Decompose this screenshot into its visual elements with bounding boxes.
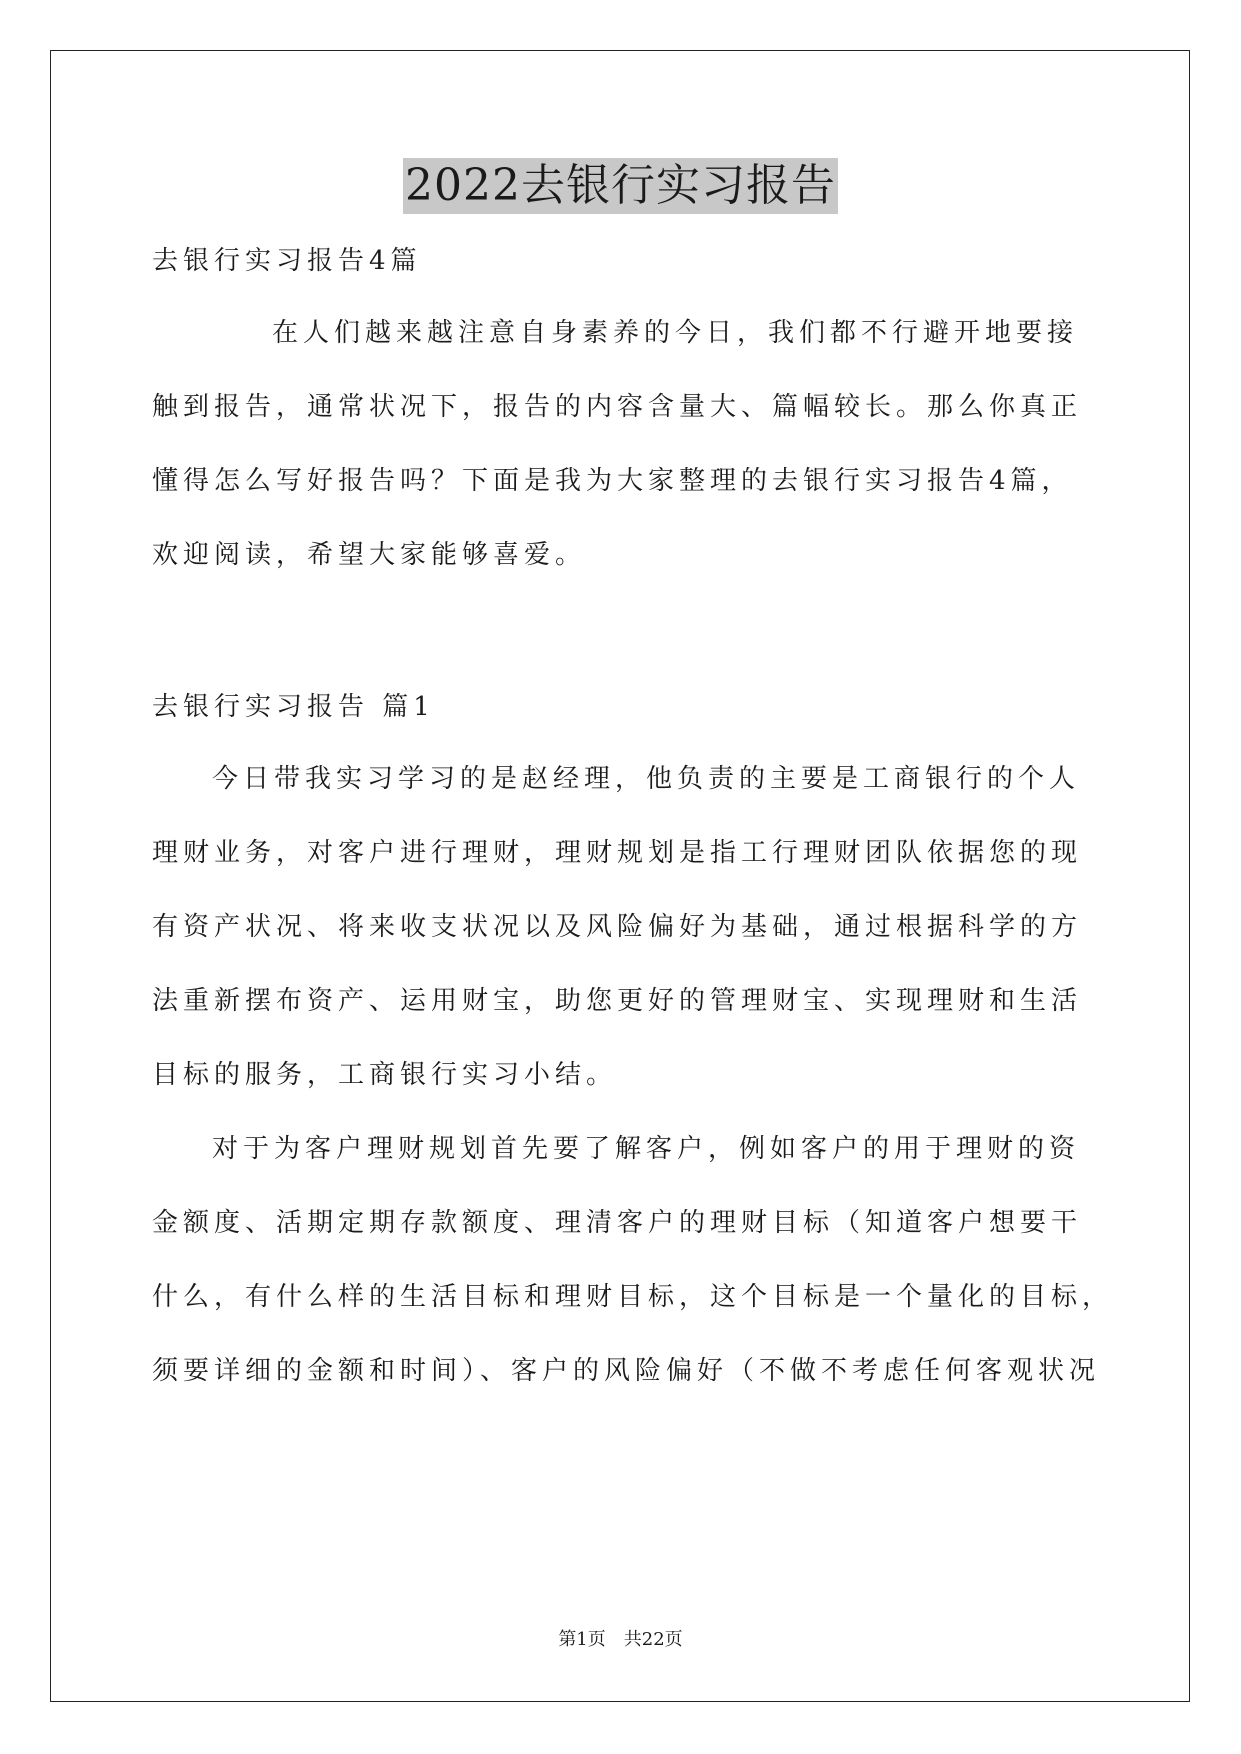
paragraph-line: 须要详细的金额和时间）、客户的风险偏好（不做不考虑任何客观状况 [152, 1356, 1101, 1386]
paragraph-line: 什么，有什么样的生活目标和理财目标，这个目标是一个量化的目标， [152, 1282, 1114, 1312]
intro-line: 懂得怎么写好报告吗？下面是我为大家整理的去银行实习报告4篇， [152, 466, 1073, 496]
intro-line: 在人们越来越注意自身素养的今日，我们都不行避开地要接 [272, 318, 1079, 348]
section-heading: 去银行实习报告 篇1 [152, 692, 435, 722]
paragraph-line: 有资产状况、将来收支状况以及风险偏好为基础，通过根据科学的方 [152, 912, 1083, 942]
paragraph-line: 目标的服务，工商银行实习小结。 [152, 1060, 618, 1090]
page-footer: 第1页 共22页 [558, 1629, 683, 1650]
paragraph-line: 对于为客户理财规划首先要了解客户，例如客户的用于理财的资 [212, 1134, 1081, 1164]
title-container [0, 158, 1241, 214]
paragraph-line: 理财业务，对客户进行理财，理财规划是指工行理财团队依据您的现 [152, 838, 1083, 868]
intro-line: 触到报告，通常状况下，报告的内容含量大、篇幅较长。那么你真正 [152, 392, 1083, 422]
paragraph-line: 法重新摆布资产、运用财宝，助您更好的管理财宝、实现理财和生活 [152, 986, 1083, 1016]
paragraph-line: 今日带我实习学习的是赵经理，他负责的主要是工商银行的个人 [212, 764, 1081, 794]
page-border [50, 50, 1190, 1702]
document-subtitle: 去银行实习报告4篇 [152, 246, 422, 276]
document-title: 2022去银行实习报告 [403, 158, 838, 214]
paragraph-line: 金额度、活期定期存款额度、理清客户的理财目标（知道客户想要干 [152, 1208, 1083, 1238]
intro-line: 欢迎阅读，希望大家能够喜爱。 [152, 540, 587, 570]
